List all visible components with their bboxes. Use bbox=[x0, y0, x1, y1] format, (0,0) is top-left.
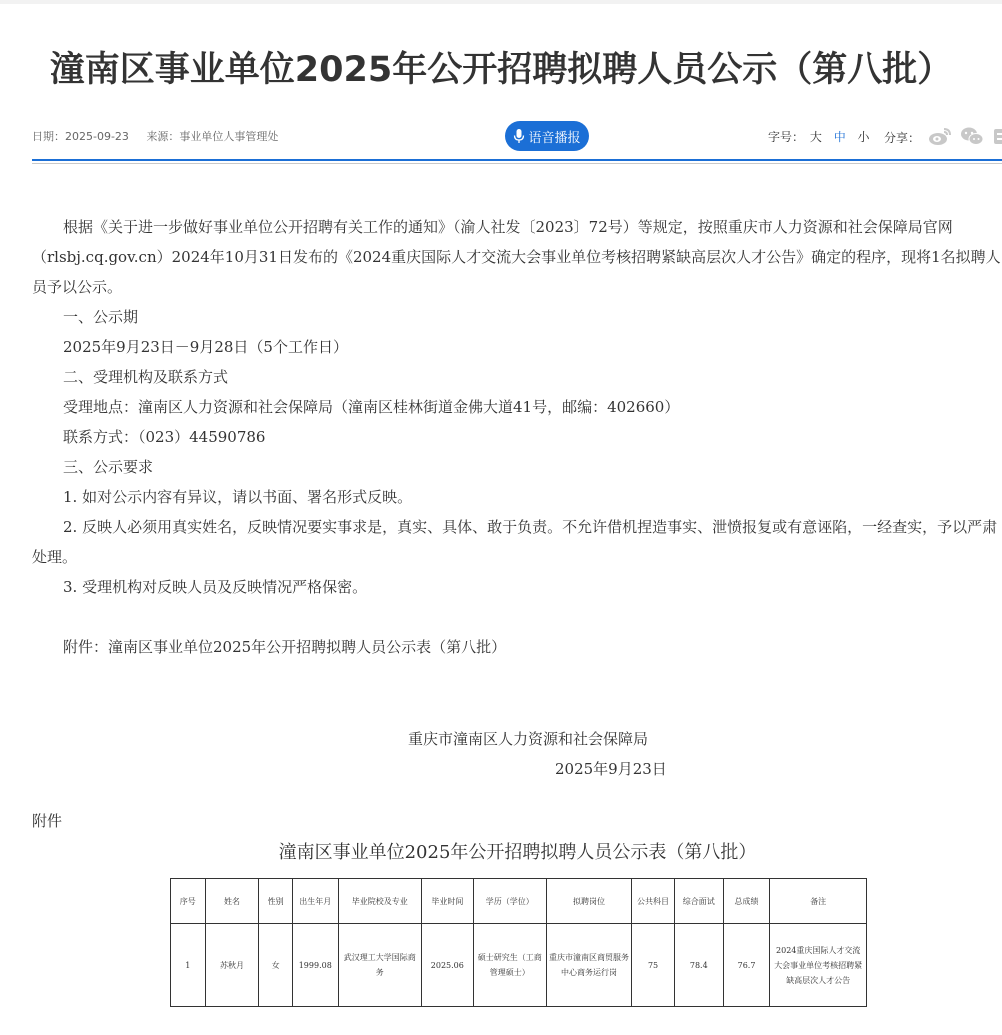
table-cell: 76.7 bbox=[723, 924, 770, 1007]
publicity-period-text: 2025年9月23日－9月28日（5个工作日） bbox=[63, 338, 348, 356]
table-cell: 2024重庆国际人才交流大会事业单位考核招聘紧缺高层次人才公告 bbox=[770, 924, 867, 1007]
column-header: 综合面试 bbox=[674, 879, 723, 924]
top-border bbox=[0, 0, 1002, 4]
font-size-medium[interactable]: 中 bbox=[833, 130, 846, 144]
article-source: 来源：事业单位人事管理处 bbox=[146, 130, 279, 143]
share-label: 分享： bbox=[884, 131, 921, 145]
publish-date: 日期：2025-09-23 bbox=[32, 130, 129, 143]
weibo-icon[interactable] bbox=[928, 126, 952, 149]
voice-broadcast-button[interactable] bbox=[505, 121, 589, 151]
wechat-icon[interactable] bbox=[960, 126, 984, 149]
column-header: 姓名 bbox=[205, 879, 259, 924]
requirement-3: 3. 受理机构对反映人员及反映情况严格保密。 bbox=[63, 578, 368, 596]
column-header: 毕业时间 bbox=[421, 879, 473, 924]
section-requirements: 三、公示要求 bbox=[63, 458, 154, 476]
table-cell: 78.4 bbox=[674, 924, 723, 1007]
column-header: 出生年月 bbox=[292, 879, 338, 924]
table-cell: 硕士研究生（工商管理硕士） bbox=[473, 924, 546, 1007]
font-size-large[interactable]: 大 bbox=[809, 130, 822, 144]
font-size-label: 字号： bbox=[768, 130, 805, 144]
font-size-small[interactable]: 小 bbox=[857, 130, 870, 144]
table-cell: 苏秋月 bbox=[205, 924, 259, 1007]
column-header: 毕业院校及专业 bbox=[338, 879, 421, 924]
column-header: 性别 bbox=[259, 879, 293, 924]
header-divider bbox=[32, 159, 1002, 161]
column-header: 公共科目 bbox=[632, 879, 675, 924]
column-header: 学历（学位） bbox=[473, 879, 546, 924]
requirement-2: 2. 反映人必须用真实姓名，反映情况要实事求是，真实、具体、敢于负责。不允许借机捏造事实、泄愤报复或有意诬陷，一经查实，予以严肃处理。 bbox=[32, 518, 998, 566]
column-header: 总成绩 bbox=[723, 879, 770, 924]
signature-date: 2025年9月23日 bbox=[555, 760, 667, 778]
header-divider-thin bbox=[32, 163, 1002, 164]
annex-table-title: 潼南区事业单位2025年公开招聘拟聘人员公示表（第八批） bbox=[278, 842, 757, 863]
table-cell: 武汉理工大学国际商务 bbox=[338, 924, 421, 1007]
table-row bbox=[171, 924, 867, 1007]
font-size-control bbox=[768, 128, 870, 145]
attachment-link[interactable]: 附件：潼南区事业单位2025年公开招聘拟聘人员公示表（第八批） bbox=[63, 638, 507, 656]
microphone-icon bbox=[513, 128, 525, 144]
table-cell: 女 bbox=[259, 924, 293, 1007]
table-cell: 重庆市潼南区商贸服务中心商务运行岗 bbox=[546, 924, 631, 1007]
section-publicity-period: 一、公示期 bbox=[63, 308, 139, 326]
table-header-row bbox=[171, 879, 867, 924]
column-header: 序号 bbox=[171, 879, 206, 924]
page-title: 潼南区事业单位2025年公开招聘拟聘人员公示（第八批） bbox=[49, 50, 953, 90]
section-contact: 二、受理机构及联系方式 bbox=[63, 368, 229, 386]
column-header: 拟聘岗位 bbox=[546, 879, 631, 924]
signature-org: 重庆市潼南区人力资源和社会保障局 bbox=[408, 730, 649, 748]
article-body bbox=[32, 212, 1002, 662]
annex-label: 附件 bbox=[32, 812, 63, 830]
article-meta bbox=[32, 128, 292, 144]
requirement-1: 1. 如对公示内容有异议，请以书面、署名形式反映。 bbox=[63, 488, 413, 506]
column-header: 备注 bbox=[770, 879, 867, 924]
table-cell: 1 bbox=[171, 924, 206, 1007]
table-cell: 1999.08 bbox=[292, 924, 338, 1007]
share-bar bbox=[884, 126, 1002, 149]
contact-address: 受理地点：潼南区人力资源和社会保障局（潼南区桂林街道金佛大道41号，邮编：402660） bbox=[63, 398, 680, 416]
table-cell: 2025.06 bbox=[421, 924, 473, 1007]
contact-phone: 联系方式：（023）44590786 bbox=[63, 428, 266, 446]
table-cell: 75 bbox=[632, 924, 675, 1007]
qzone-icon[interactable] bbox=[992, 126, 1002, 149]
appointee-table bbox=[170, 878, 867, 1007]
intro-paragraph: 根据《关于进一步做好事业单位公开招聘有关工作的通知》（渝人社发〔2023〕72号）等规定，按照重庆市人力资源和社会保障局官网（rlsbj.cq.gov.cn）2024年10月31日发布的《2024重庆国际人才交流大会事业单位考核招聘紧缺高层次人才公告》确定的程序，现将1名拟聘人员予以公示。 bbox=[32, 218, 1001, 296]
voice-broadcast-label: 语音播报 bbox=[528, 130, 581, 146]
